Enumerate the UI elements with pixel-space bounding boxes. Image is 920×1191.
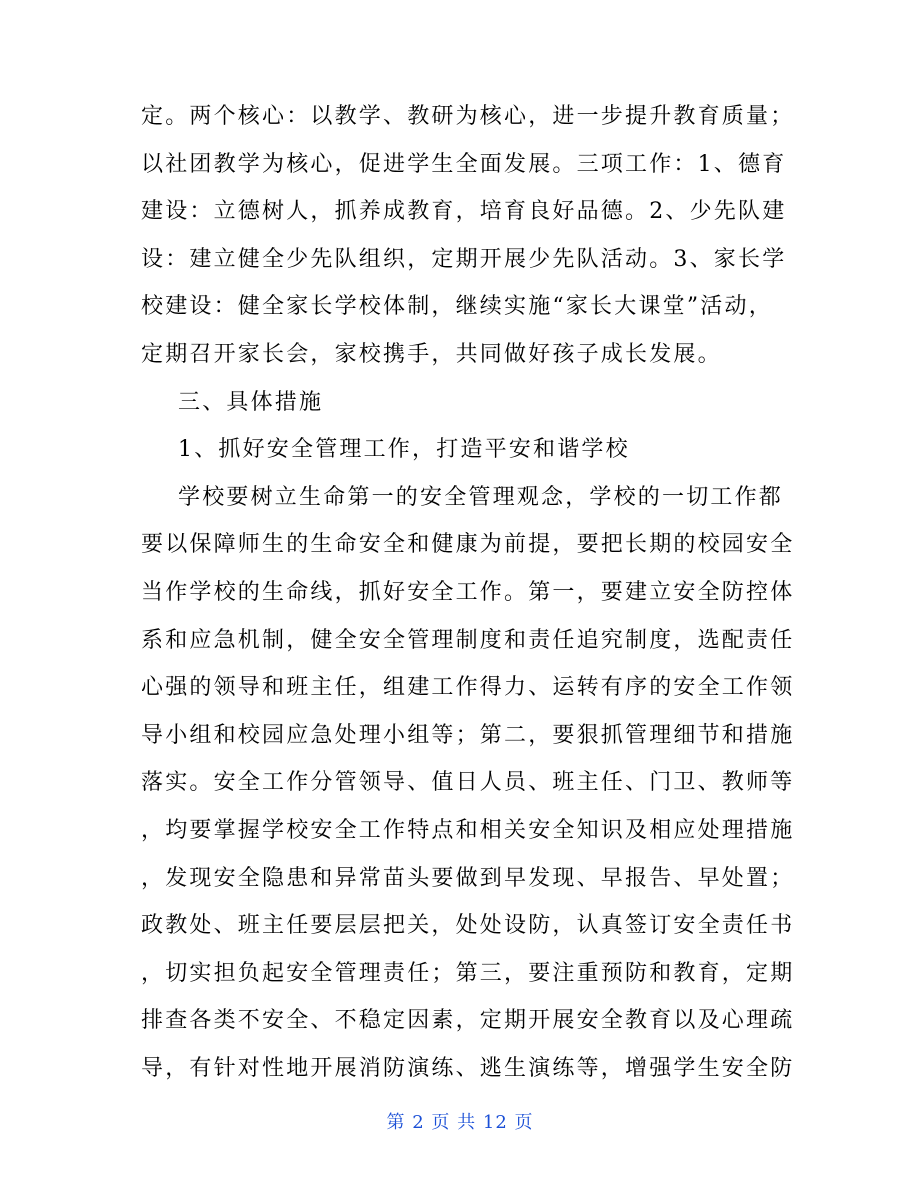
footer-prefix: 第 <box>386 1112 406 1133</box>
body-text-line: 校建设：健全家长学校体制，继续实施“家长大课堂”活动， <box>141 294 773 320</box>
body-text-line: 要以保障师生的生命安全和健康为前提，要把长期的校园安全 <box>141 532 795 558</box>
footer-middle: 页 共 <box>431 1112 477 1133</box>
body-text-line: 当作学校的生命线，抓好安全工作。第一，要建立安全防控体 <box>141 580 795 605</box>
body-text-line: ，发现安全隐患和异常苗头要做到早发现、早报告、早处置； <box>141 865 795 891</box>
footer-total-pages: 12 <box>482 1112 508 1133</box>
body-text-line: 排查各类不安全、不稳定因素，定期开展安全教育以及心理疏 <box>141 1008 795 1034</box>
body-text-line: 导，有针对性地开展消防演练、逃生演练等，增强学生安全防 <box>141 1056 795 1081</box>
body-text-line: 心强的领导和班主任，组建工作得力、运转有序的安全工作领 <box>141 675 795 701</box>
body-text-line: 落实。安全工作分管领导、值日人员、班主任、门卫、教师等 <box>141 770 795 796</box>
subsection-heading: 1、抓好安全管理工作，打造平安和谐学校 <box>178 437 630 463</box>
footer-current-page: 2 <box>412 1112 425 1133</box>
body-text-line: ，均要掌握学校安全工作特点和相关安全知识及相应处理措施 <box>141 818 795 843</box>
body-text-line: ，切实担负起安全管理责任；第三，要注重预防和教育，定期 <box>141 960 795 986</box>
body-text-line: 定。两个核心：以教学、教研为核心，进一步提升教育质量； <box>141 104 795 129</box>
body-text-line: 定期召开家长会，家校携手，共同做好孩子成长发展。 <box>141 342 722 367</box>
section-heading: 三、具体措施 <box>178 389 324 415</box>
body-text-line: 政教处、班主任要层层把关，处处设防，认真签订安全责任书 <box>141 913 795 939</box>
page-footer <box>0 1111 920 1135</box>
body-text-line: 系和应急机制，健全安全管理制度和责任追究制度，选配责任 <box>141 627 795 653</box>
body-text-line: 建设：立德树人，抓养成教育，培育良好品德。2、少先队建 <box>141 199 787 225</box>
body-text-line: 学校要树立生命第一的安全管理观念，学校的一切工作都 <box>178 484 784 510</box>
body-text-line: 设：建立健全少先队组织，定期开展少先队活动。3、家长学 <box>141 246 787 272</box>
body-text-line: 以社团教学为核心，促进学生全面发展。三项工作：1、德育 <box>141 151 787 177</box>
body-text-line: 导小组和校园应急处理小组等；第二，要狠抓管理细节和措施 <box>141 722 795 748</box>
footer-suffix: 页 <box>514 1112 534 1133</box>
